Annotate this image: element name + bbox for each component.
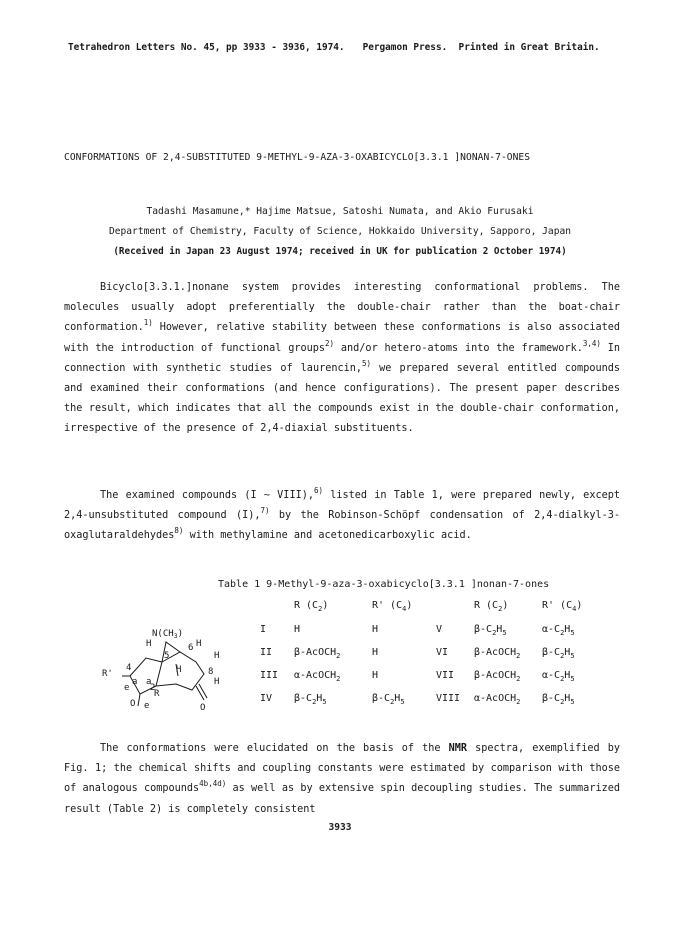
article-title: CONFORMATIONS OF 2,4-SUBSTITUTED 9-METHYL-9-AZA-3-OXABICYCLO[3.3.1 ]NONAN-7-ONES (64, 152, 531, 163)
table-cell-r: β-AcOCH$_2$ (474, 670, 521, 683)
n-methyl-label: $N(CH_3)$ (152, 629, 184, 640)
position-label: 4 (126, 663, 132, 673)
hydrogen-label: H (176, 665, 182, 675)
hydrogen-label: H (214, 651, 220, 661)
table-cell-rp: H (372, 670, 379, 681)
table-cell-r: $\beta-C_2H_5$ (474, 624, 507, 637)
reference-mark: 2) (325, 338, 335, 348)
position-label: 5 (164, 651, 170, 661)
printed-note: Printed in Great Britain. (458, 42, 600, 53)
table-cell-r: β-AcOCH$_2$ (474, 647, 521, 660)
article-affiliation: Department of Chemistry, Faculty of Science, Hokkaido University, Sapporo, Japan (108, 226, 572, 237)
structure-bond (196, 684, 207, 700)
text-run: The examined compounds (I ~ VIII), (100, 490, 314, 501)
table-cell-compound: VIII (436, 693, 461, 704)
received-dates: (Received in Japan 23 August 1974; received in UK for publication 2 October 1974) (113, 246, 567, 257)
paragraph-intro (64, 278, 620, 440)
ring-oxygen-label: O (130, 699, 136, 709)
text-run: However, relative stability between these conformations is also associated with the introduction of functional groups (64, 322, 620, 354)
table-cell-compound: II (260, 647, 273, 658)
table-cell-rp: $\beta-C_2H_5$ (372, 693, 405, 706)
hydrogen-label: H (146, 639, 152, 649)
equatorial-label: e (124, 683, 130, 693)
structure-bond (138, 694, 140, 706)
column-header-r: R $(C_2)$ (294, 600, 329, 613)
table-cell-r: H (294, 624, 301, 635)
reference-mark: 1) (143, 318, 153, 328)
text-run: and/or hetero-atoms into the framework. (334, 342, 583, 354)
page-number: 3933 (328, 822, 352, 833)
table-cell-compound: VII (436, 670, 455, 681)
table-cell-rp: $\alpha-C_2H_5$ (542, 670, 575, 683)
journal-header (68, 42, 628, 53)
table-cell-compound: IV (260, 693, 273, 704)
table-cell-r: α-AcOCH$_2$ (294, 670, 341, 683)
text-run: as well as by extensive spin decoupling studies. The summarized result (Table 2) is completely consistent (64, 783, 620, 815)
paragraph-compounds (64, 486, 620, 547)
column-header-rp: R' $(C_4)$ (372, 600, 413, 613)
table-cell-rp: H (372, 624, 379, 635)
column-header-r2: R $(C_2)$ (474, 600, 509, 613)
reference-mark: 8) (174, 526, 184, 536)
reference-mark: 3,4) (582, 338, 601, 348)
equatorial-label: e (144, 701, 150, 710)
table-cell-compound: VI (436, 647, 449, 658)
table-cell-rp: $\beta-C_2H_5$ (542, 693, 575, 706)
table-caption: Table 1 9-Methyl-9-aza-3-oxabicyclo[3.3.1 ]nonan-7-ones (218, 579, 550, 590)
table-cell-r: $\beta-C_2H_5$ (294, 693, 327, 706)
substituent-rp-label: R' (102, 669, 113, 679)
text-run: Bicyclo[3.3.1.]nonane system provides interesting conformational problems. The molecules usually adopt preferentially the double-chair rather than the boat-chair conformation. (64, 282, 620, 334)
bicyclic-structure-diagram (100, 624, 273, 710)
position-label: 8 (208, 667, 214, 677)
publisher: Pergamon Press. (362, 42, 448, 53)
text-run: In connection with synthetic studies of laurencin, (64, 342, 621, 374)
journal-citation: Tetrahedron Letters No. 45, pp 3933 - 3936, 1974. (68, 42, 345, 53)
position-label: 6 (188, 643, 194, 653)
table-cell-compound: V (436, 624, 443, 635)
substituent-r-label: R (154, 689, 160, 699)
hydrogen-label: H (214, 677, 220, 687)
text-run: with methylamine and acetonedicarboxylic acid. (183, 530, 472, 542)
reference-mark: 6) (313, 486, 324, 495)
axial-label: a (132, 677, 138, 687)
table-cell-r: β-AcOCH$_2$ (294, 647, 341, 660)
table-cell-rp: $\beta-C_2H_5$ (542, 647, 575, 660)
text-run: spectra, exemplified by Fig. 1; the chemical shifts and coupling constants were estimated by comparison with those of analogous compounds (64, 743, 620, 795)
column-header-rp2: R' $(C_4)$ (542, 600, 583, 613)
reference-mark: 5) (362, 358, 372, 368)
text-run: we prepared several entitled compounds and examined their conformations (and hence configurations). The present paper describes the result, which indicates that all the compounds exist in the double-chair conformation, irrespective of the presence of 2,4-diaxial substituents. (64, 362, 620, 435)
reference-mark: 7) (260, 506, 270, 516)
table-cell-rp: $\alpha-C_2H_5$ (542, 624, 575, 637)
text-run: NMR (448, 743, 467, 754)
position-label: 2 (150, 683, 156, 693)
axial-label: a (146, 677, 152, 687)
table-cell-compound: I (260, 624, 267, 635)
table-cell-r: α-AcOCH$_2$ (474, 693, 521, 706)
table-cell-compound: III (260, 670, 279, 681)
article-authors: Tadashi Masamune,* Hajime Matsue, Satoshi Numata, and Akio Furusaki (146, 206, 534, 217)
keto-oxygen-label: O (200, 703, 206, 710)
text-run: The conformations were elucidated on the basis of the (100, 743, 449, 754)
hydrogen-label: H (196, 639, 202, 649)
paragraph-conformations (64, 739, 620, 820)
table-cell-rp: H (372, 647, 379, 658)
text-run: listed in Table 1, were prepared newly, except 2,4-unsubstituted compound (I), (64, 490, 620, 522)
reference-mark: 4b,4d) (199, 779, 227, 789)
text-run: by the Robinson-Schöpf condensation of 2,4-dialkyl-3-oxaglutaraldehydes (64, 510, 620, 542)
